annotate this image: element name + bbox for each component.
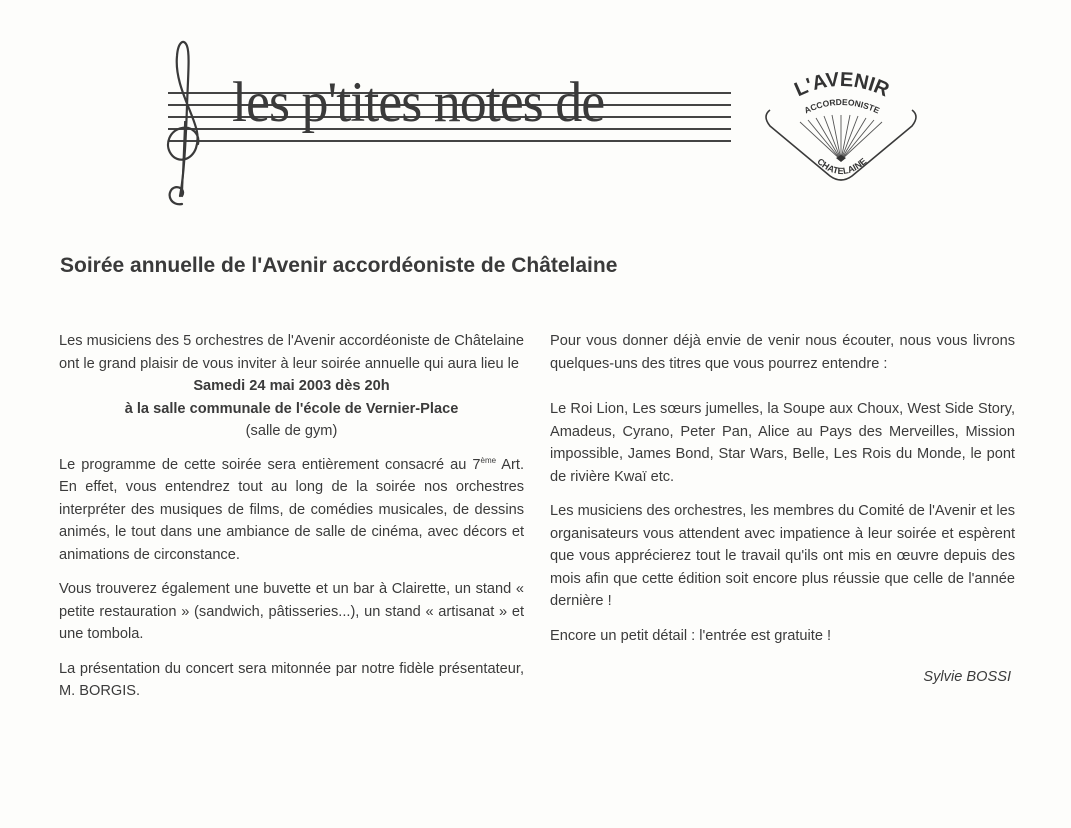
event-details xyxy=(59,375,524,443)
presenter-paragraph: La présentation du concert sera mitonnée par notre fidèle présentateur, M. BORGIS. xyxy=(59,660,524,699)
event-venue: à la salle communale de l'école de Vernier-Place xyxy=(124,400,459,417)
program-text-end: Art. En effet, vous entendrez tout au long de la soirée nos orchestres interpréter des musiques de films, de comédies musicales, de dessins animés, le tout dans une ambiance de salle de cinéma, avec décors et animations de circonstance. xyxy=(59,456,524,563)
event-date: Samedi 24 mai 2003 dès 20h xyxy=(193,378,390,394)
event-room: (salle de gym) xyxy=(245,423,338,439)
program-paragraph xyxy=(59,454,524,567)
author-signature: Sylvie BOSSI xyxy=(923,669,1011,685)
invitation-paragraph: Les musiciens des orchestres, les membres du Comité de l'Avenir et les organisateurs vous attendent avec impatience à leur soirée et espèrent que vous apprécierez tout le travail qu'ils ont mis en œuvre depuis des mois afin que cette édition soit encore plus réussie que celle de l'année dernière ! xyxy=(550,503,1015,609)
masthead-title: les p'tites notes de xyxy=(232,70,605,134)
left-column xyxy=(59,330,524,703)
ordinal-superscript: ème xyxy=(480,455,497,465)
article-headline: Soirée annuelle de l'Avenir accordéoniste de Châtelaine xyxy=(60,254,618,277)
treble-clef-icon xyxy=(160,36,210,206)
program-text-start: Le programme de cette soirée sera entièrement consacré au 7 xyxy=(59,456,481,473)
svg-text:ACCORDEONISTE xyxy=(803,97,882,116)
logo-location: CHATELAINE xyxy=(815,156,869,177)
teaser-paragraph: Pour vous donner déjà envie de venir nous écouter, nous vous livrons quelques-uns des titres que vous pourrez entendre : xyxy=(550,333,1015,372)
masthead xyxy=(0,0,1071,220)
svg-text:L'AVENIR xyxy=(791,69,893,102)
logo-title: L'AVENIR xyxy=(791,68,893,102)
amenities-paragraph: Vous trouverez également une buvette et un bar à Clairette, un stand « petite restauration » (sandwich, pâtisseries...), un stand « artisanat » et une tombola. xyxy=(59,581,524,642)
avenir-accordeoniste-logo xyxy=(758,68,924,188)
right-column xyxy=(550,330,1015,689)
logo-subtitle: ACCORDEONISTE xyxy=(802,96,882,116)
intro-paragraph: Les musiciens des 5 orchestres de l'Avenir accordéoniste de Châtelaine ont le grand plaisir de vous inviter à leur soirée annuelle qui aura lieu le xyxy=(59,333,524,372)
free-entry-paragraph: Encore un petit détail : l'entrée est gratuite ! xyxy=(550,627,832,644)
titles-paragraph: Le Roi Lion, Les sœurs jumelles, la Soupe aux Choux, West Side Story, Amadeus, Cyrano, Peter Pan, Alice au Pays des Merveilles, Mission impossible, James Bond, Star Wars, Belle, Les Rois du Monde, le pont de rivière Kwaï etc. xyxy=(550,401,1015,485)
